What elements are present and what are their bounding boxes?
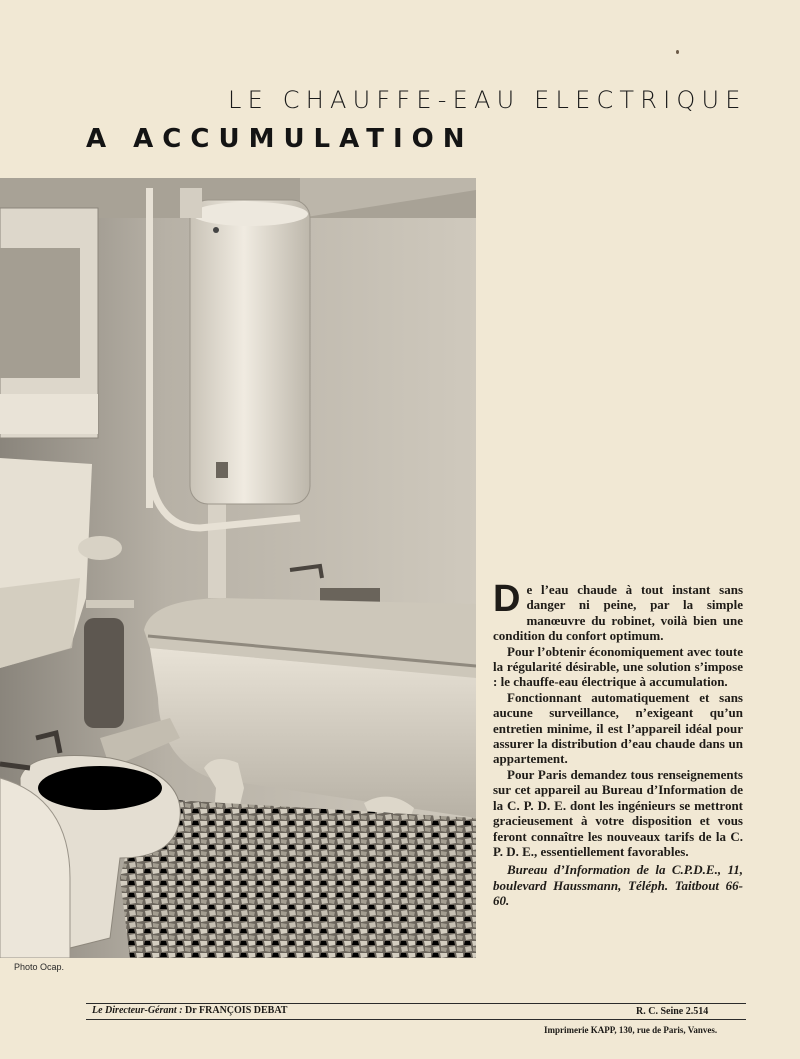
paragraph-3: Fonctionnant automatiquement et sans aucune surveillance, n’exigeant qu’un entretien minime, il est l’appareil idéal pour assurer la distribution d’eau chaude dans un appartement.: [493, 689, 743, 767]
heading-line-2: A ACCUMULATION: [86, 124, 474, 154]
photo-credit: Photo Ocap.: [14, 962, 65, 972]
footer-rule-top: [86, 1003, 746, 1004]
printer-credit: Imprimerie KAPP, 130, rue de Paris, Vanves.: [544, 1025, 718, 1035]
heading-line-1: LE CHAUFFE-EAU ELECTRIQUE: [228, 86, 747, 114]
footer-rule-bottom: [86, 1019, 746, 1020]
bathroom-photo: [0, 178, 476, 958]
drop-cap: D: [493, 578, 521, 620]
article-body: [493, 578, 743, 909]
director-name: Dr FRANÇOIS DEBAT: [185, 1005, 288, 1016]
ink-speck: [676, 50, 679, 54]
address-paragraph: Bureau d’Information de la C.P.D.E., 11, boulevard Haussmann, Téléph. Taitbout 66-60.: [493, 862, 743, 909]
director-line: [92, 1005, 287, 1016]
bathroom-illustration: [0, 178, 476, 958]
paragraph-2: Pour l’obtenir économiquement avec toute la régularité désirable, une solution s’impose : le chauffe-eau électrique à accumulation.: [493, 643, 743, 690]
registry-number: R. C. Seine 2.514: [636, 1006, 709, 1017]
director-label: Le Directeur-Gérant :: [92, 1005, 183, 1016]
paragraph-4: Pour Paris demandez tous renseignements sur cet appareil au Bureau d’Information de la C. P. D. E. dont les ingénieurs se mettront gracieusement à votre disposition et vous feront connaître les nouveaux tarifs de la C. P. D. E., essentiellement favorables.: [493, 766, 743, 859]
paragraph-1: De l’eau chaude à tout instant sans danger ni peine, par la simple manœuvre du robinet, voilà bien une condition du confort optimum.: [493, 578, 743, 644]
